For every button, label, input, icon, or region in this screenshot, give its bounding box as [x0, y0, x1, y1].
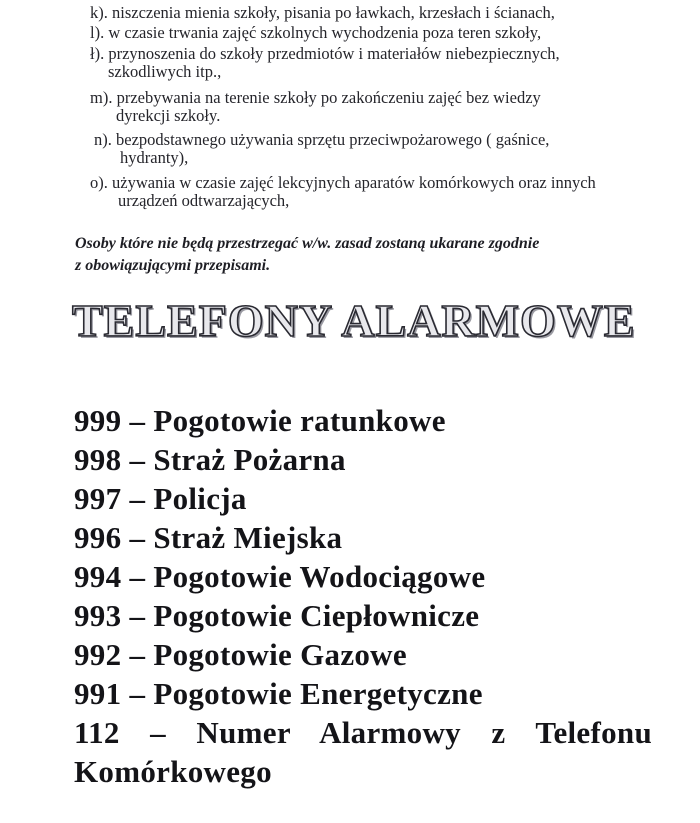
- phone-entry-998: [74, 440, 652, 479]
- phone-separator: –: [150, 715, 166, 750]
- phone-number: 999: [74, 403, 122, 438]
- rule-marker: n).: [94, 130, 112, 149]
- rule-marker: k).: [90, 3, 108, 22]
- phone-service-name: Pogotowie Ciepłownicze: [153, 598, 480, 633]
- phone-number: 998: [74, 442, 122, 477]
- rule-continuation: hydranty),: [120, 148, 189, 167]
- phone-service-name: Pogotowie ratunkowe: [153, 403, 446, 438]
- rule-text: niszczenia mienia szkoły, pisania po ławkach, krzesłach i ścianach,: [112, 3, 555, 22]
- phone-entry-996: [74, 518, 652, 557]
- phone-number: 993: [74, 598, 122, 633]
- emergency-phones-heading: TELEFONY ALARMOWE: [72, 295, 636, 346]
- phone-separator: –: [129, 676, 146, 711]
- phone-service-name: Numer Alarmowy z Telefonu Komórkowego: [74, 715, 652, 789]
- rule-continuation: szkodliwych itp.,: [108, 62, 222, 81]
- phone-service-name: Pogotowie Gazowe: [153, 637, 407, 672]
- phone-separator: –: [129, 520, 146, 555]
- phone-entry-112: [74, 713, 652, 791]
- rule-item-l: [90, 24, 690, 42]
- phone-number: 996: [74, 520, 122, 555]
- rule-marker: m).: [90, 88, 113, 107]
- phone-service-name: Pogotowie Wodociągowe: [153, 559, 486, 594]
- phone-entry-999: [74, 401, 652, 440]
- phone-entry-991: [74, 674, 652, 713]
- rule-item-ł: [90, 45, 690, 81]
- rule-item-k: [90, 4, 690, 22]
- phone-separator: –: [129, 637, 146, 672]
- phone-service-name: Policja: [153, 481, 247, 516]
- rule-text: przynoszenia do szkoły przedmiotów i materiałów niebezpiecznych,: [108, 44, 560, 63]
- phone-number: 994: [74, 559, 122, 594]
- phone-entry-992: [74, 635, 652, 674]
- phone-separator: –: [129, 442, 146, 477]
- rule-text: bezpodstawnego używania sprzętu przeciwpożarowego ( gaśnice,: [116, 130, 550, 149]
- emergency-phone-list: [74, 401, 652, 791]
- phone-entry-997: [74, 479, 652, 518]
- phone-service-name: Straż Miejska: [153, 520, 343, 555]
- phone-number: 997: [74, 481, 122, 516]
- rule-continuation: urządzeń odtwarzających,: [118, 191, 290, 210]
- rule-continuation: dyrekcji szkoły.: [116, 106, 221, 125]
- warning-line-1: Osoby które nie będą przestrzegać w/w. zasad zostaną ukarane zgodnie: [75, 235, 540, 252]
- rule-marker: ł).: [90, 44, 105, 63]
- rule-text: używania w czasie zajęć lekcyjnych aparatów komórkowych oraz innych: [112, 173, 596, 192]
- phone-service-name: Pogotowie Energetyczne: [153, 676, 483, 711]
- rule-item-n: [94, 131, 694, 167]
- phone-entry-994: [74, 557, 652, 596]
- rule-text: w czasie trwania zajęć szkolnych wychodzenia poza teren szkoły,: [108, 23, 542, 42]
- phone-separator: –: [129, 598, 146, 633]
- phone-separator: –: [129, 481, 146, 516]
- warning-note: [75, 233, 675, 277]
- rule-marker: o).: [90, 173, 108, 192]
- phone-separator: –: [129, 559, 146, 594]
- phone-entry-993: [74, 596, 652, 635]
- rule-item-m: [90, 89, 690, 125]
- phone-separator: –: [129, 403, 146, 438]
- rule-item-o: [90, 174, 690, 210]
- rule-text: przebywania na terenie szkoły po zakończeniu zajęć bez wiedzy: [116, 88, 541, 107]
- phone-number: 992: [74, 637, 122, 672]
- warning-line-2: z obowiązującymi przepisami.: [75, 257, 271, 274]
- rule-marker: l).: [90, 23, 105, 42]
- phone-number: 112: [74, 715, 120, 750]
- phone-service-name: Straż Pożarna: [153, 442, 346, 477]
- phone-number: 991: [74, 676, 122, 711]
